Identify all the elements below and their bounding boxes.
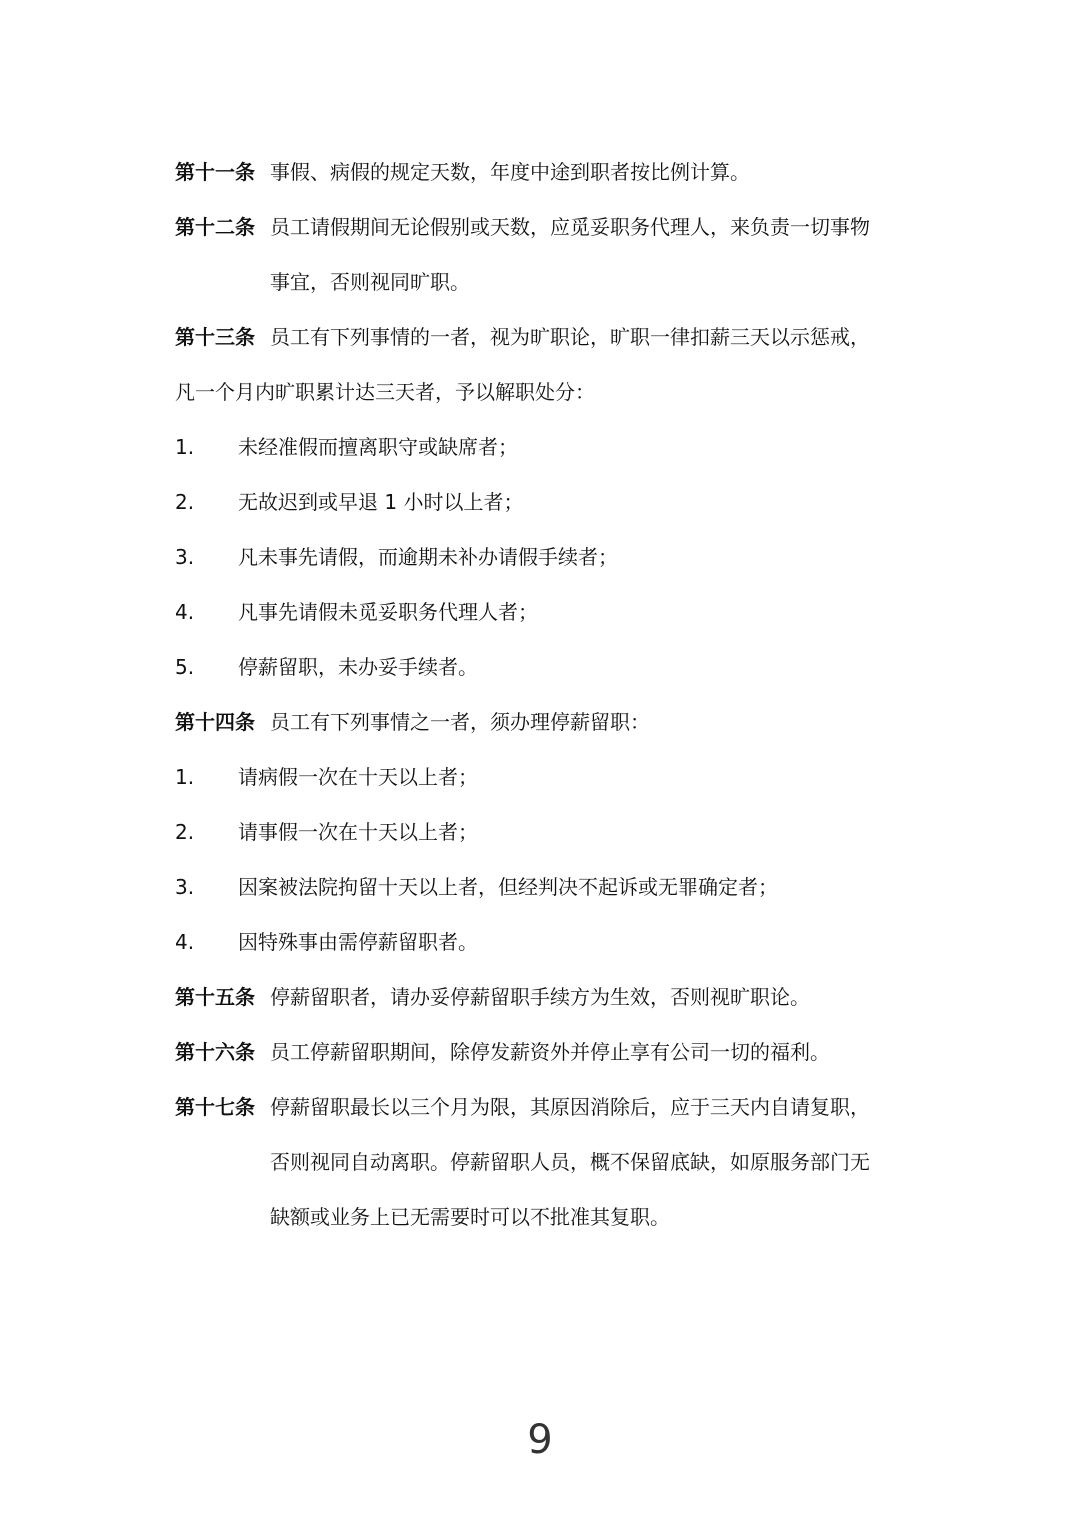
list-item — [0, 484, 1080, 520]
list-item — [0, 594, 1080, 630]
article-12 — [0, 209, 1080, 245]
article-label: 第十二条 — [175, 215, 255, 239]
article-13 — [0, 319, 1080, 355]
list-item — [0, 539, 1080, 575]
item-number: 1. — [175, 435, 195, 459]
item-text: 凡未事先请假，而逾期未补办请假手续者； — [238, 545, 618, 569]
item-text: 请病假一次在十天以上者； — [238, 765, 478, 789]
article-16 — [0, 1034, 1080, 1070]
article-label: 第十六条 — [175, 1040, 255, 1064]
article-17 — [0, 1089, 1080, 1125]
article-text: 员工有下列事情之一者，须办理停薪留职： — [270, 710, 650, 734]
item-text: 因特殊事由需停薪留职者。 — [238, 930, 478, 954]
article-14 — [0, 704, 1080, 740]
item-number: 1. — [175, 765, 195, 789]
list-item — [0, 649, 1080, 685]
article-13-continuation — [0, 374, 1080, 410]
item-number: 4. — [175, 600, 195, 624]
article-label: 第十一条 — [175, 160, 255, 184]
article-label: 第十三条 — [175, 325, 255, 349]
list-item — [0, 814, 1080, 850]
article-text-continued: 凡一个月内旷职累计达三天者，予以解职处分： — [175, 380, 595, 404]
article-11 — [0, 154, 1080, 190]
article-label: 第十五条 — [175, 985, 255, 1009]
article-text: 事假、病假的规定天数，年度中途到职者按比例计算。 — [270, 160, 750, 184]
article-15 — [0, 979, 1080, 1015]
article-text-continued: 否则视同自动离职。停薪留职人员，概不保留底缺，如原服务部门无 — [270, 1150, 870, 1174]
article-17-continuation — [0, 1144, 1080, 1180]
item-text: 停薪留职，未办妥手续者。 — [238, 655, 478, 679]
list-item — [0, 429, 1080, 465]
item-number: 2. — [175, 490, 195, 514]
list-item — [0, 759, 1080, 795]
article-text: 员工请假期间无论假别或天数，应觅妥职务代理人，来负责一切事物 — [270, 215, 870, 239]
item-number: 5. — [175, 655, 195, 679]
item-text: 凡事先请假未觅妥职务代理人者； — [238, 600, 538, 624]
article-text: 员工有下列事情的一者，视为旷职论，旷职一律扣薪三天以示惩戒， — [270, 325, 870, 349]
article-text-continued: 事宜，否则视同旷职。 — [270, 270, 470, 294]
article-17-continuation — [0, 1199, 1080, 1235]
article-text: 员工停薪留职期间，除停发薪资外并停止享有公司一切的福利。 — [270, 1040, 830, 1064]
item-text: 因案被法院拘留十天以上者，但经判决不起诉或无罪确定者； — [238, 875, 778, 899]
item-text: 请事假一次在十天以上者； — [238, 820, 478, 844]
item-number: 3. — [175, 875, 195, 899]
item-number: 2. — [175, 820, 195, 844]
article-label: 第十七条 — [175, 1095, 255, 1119]
article-text: 停薪留职最长以三个月为限，其原因消除后，应于三天内自请复职， — [270, 1095, 870, 1119]
article-text-continued: 缺额或业务上已无需要时可以不批准其复职。 — [270, 1205, 670, 1229]
item-number: 3. — [175, 545, 195, 569]
page-number: 9 — [527, 1417, 553, 1463]
article-12-continuation — [0, 264, 1080, 300]
article-label: 第十四条 — [175, 710, 255, 734]
item-number: 4. — [175, 930, 195, 954]
item-text: 未经准假而擅离职守或缺席者； — [238, 435, 518, 459]
article-text: 停薪留职者，请办妥停薪留职手续方为生效，否则视旷职论。 — [270, 985, 810, 1009]
list-item — [0, 869, 1080, 905]
item-text: 无故迟到或早退 1 小时以上者； — [238, 490, 524, 514]
list-item — [0, 924, 1080, 960]
